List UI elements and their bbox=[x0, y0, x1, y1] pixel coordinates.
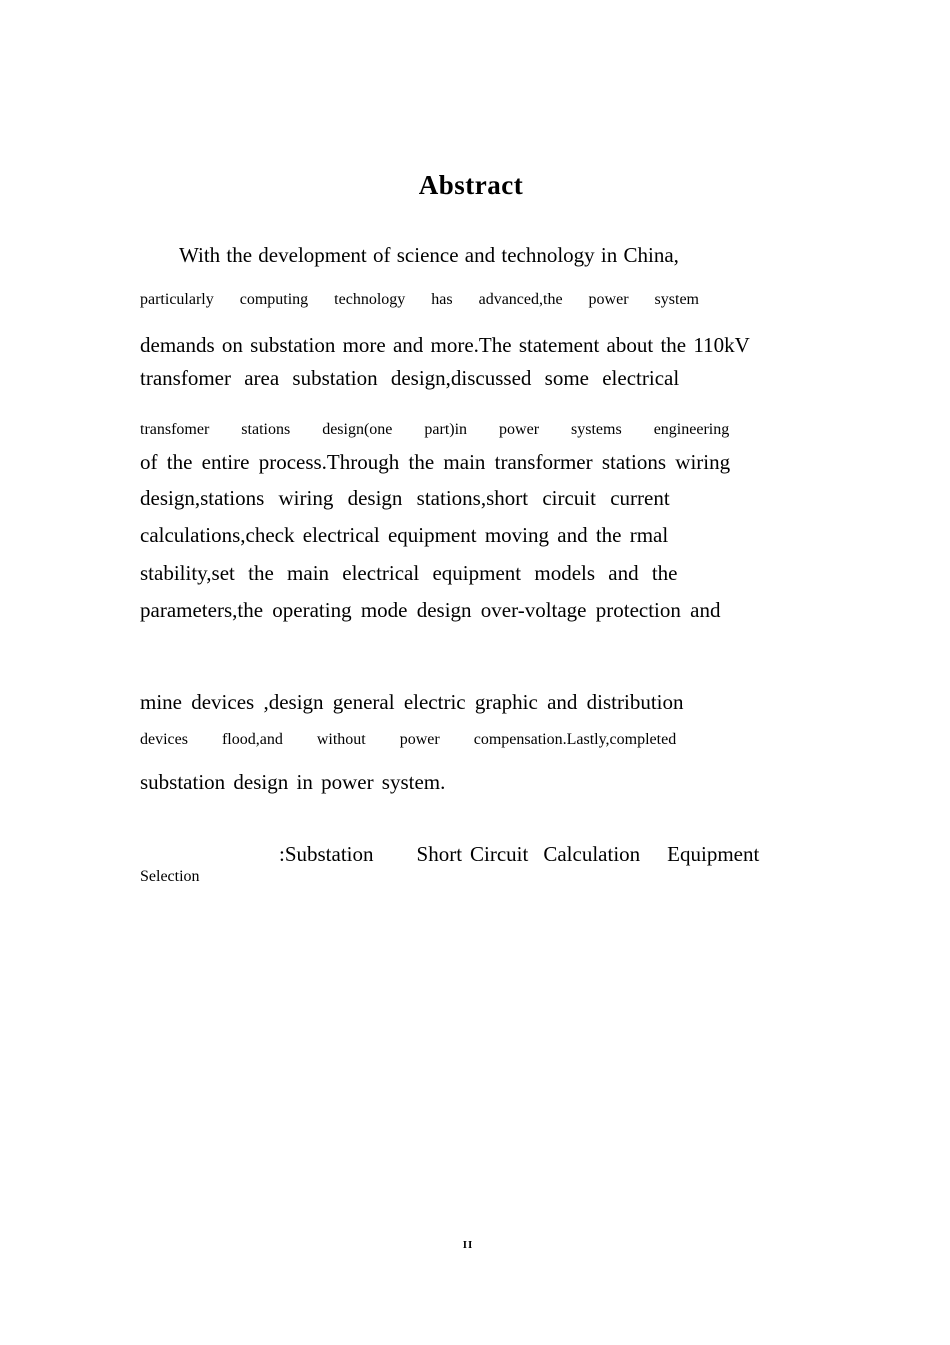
body-line: stability,set the main electrical equipment models and the bbox=[140, 561, 678, 585]
keywords-continuation-line: Selection bbox=[140, 868, 200, 885]
body-line: transfomer area substation design,discussed some electrical bbox=[140, 366, 680, 390]
body-line: of the entire process.Through the main transformer stations wiring bbox=[140, 450, 731, 474]
keywords-part: Circuit bbox=[470, 842, 529, 867]
keywords-part: Calculation bbox=[543, 842, 641, 867]
body-line: transfomer stations design(one part)in power systems engineering bbox=[140, 421, 730, 438]
body-line: demands on substation more and more.The statement about the 110kV bbox=[140, 333, 750, 357]
page-title: Abstract bbox=[418, 170, 524, 200]
body-line: With the development of science and technology in China, bbox=[179, 243, 679, 267]
body-line: mine devices ,design general electric graphic and distribution bbox=[140, 690, 684, 714]
body-line: devices flood,and without power compensation.Lastly,completed bbox=[140, 731, 677, 748]
keywords-line bbox=[140, 818, 759, 890]
body-line: particularly computing technology has advanced,the power system bbox=[140, 291, 699, 308]
body-line: parameters,the operating mode design over-voltage protection and bbox=[140, 598, 721, 622]
keywords-part: Equipment bbox=[667, 842, 760, 867]
keywords-part: :Substation bbox=[279, 842, 374, 867]
page-number: II bbox=[462, 1239, 474, 1251]
keywords-part: Short bbox=[416, 842, 463, 867]
body-line: substation design in power system. bbox=[140, 770, 446, 794]
body-line: calculations,check electrical equipment moving and the rmal bbox=[140, 523, 669, 547]
body-line: design,stations wiring design stations,short circuit current bbox=[140, 486, 670, 510]
